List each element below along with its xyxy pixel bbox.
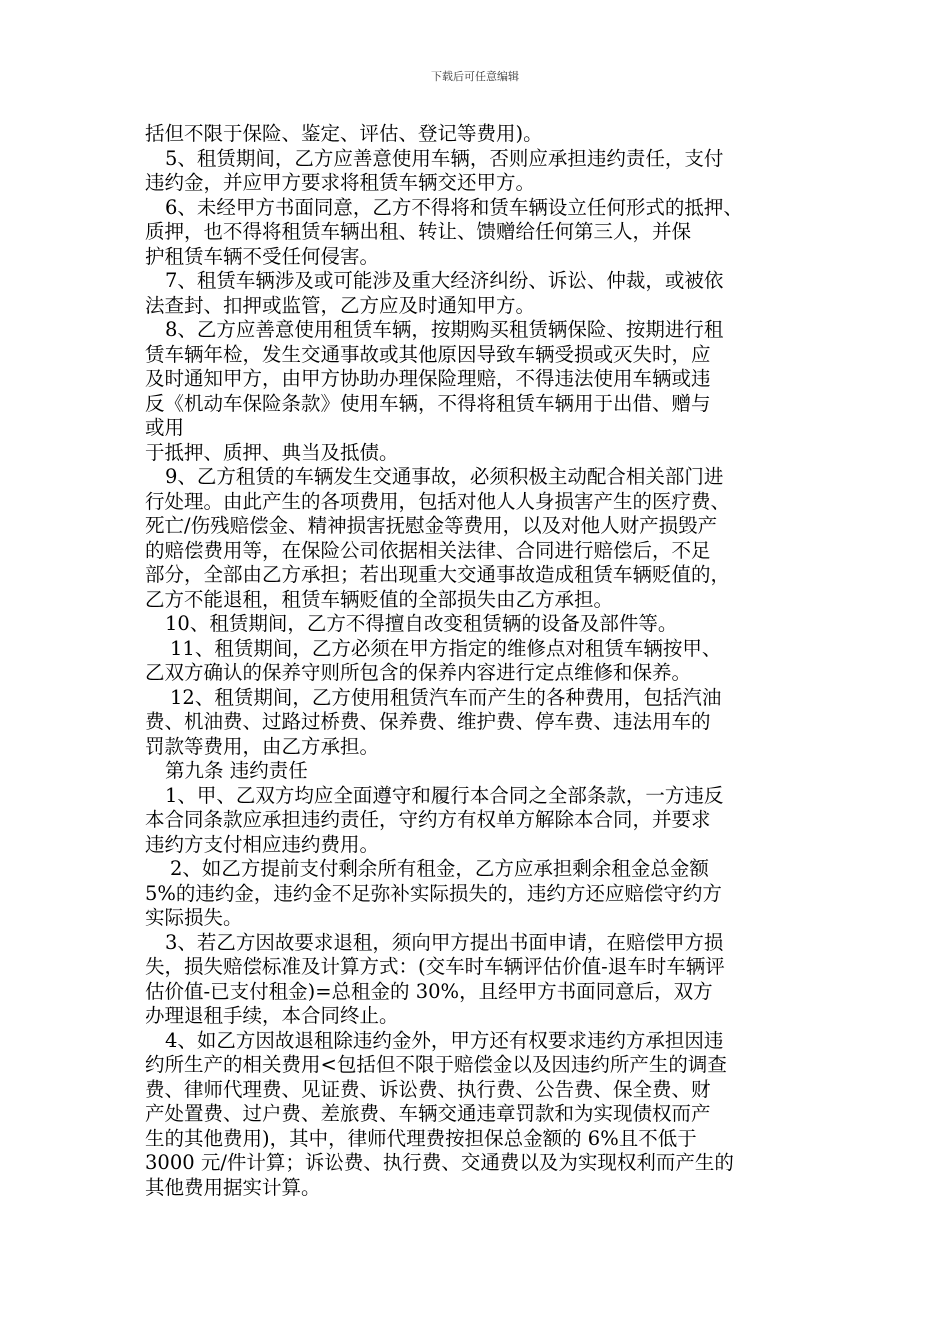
text-line: 5%的违约金，违约金不足弥补实际损失的，违约方还应赔偿守约方 bbox=[145, 881, 722, 905]
text-line: 3000 元/件计算；诉讼费、执行费、交通费以及为实现权利而产生的 bbox=[145, 1151, 734, 1174]
text-line: 质押，也不得将租赁车辆出租、转让、馈赠给任何第三人，并保 bbox=[145, 220, 692, 243]
text-line: 估价值-已支付租金)=总租金的 30%，且经甲方书面同意后，双方 bbox=[145, 979, 713, 1003]
text-line: 3、若乙方因故要求退租，须向甲方提出书面申请，在赔偿甲方损 bbox=[165, 930, 724, 954]
text-line: 罚款等费用，由乙方承担。 bbox=[145, 734, 380, 758]
text-line: 护租赁车辆不受任何侵害。 bbox=[145, 244, 380, 268]
text-line: 约所生产的相关费用<包括但不限于赔偿金以及因违约所产生的调查 bbox=[145, 1053, 727, 1076]
text-line: 11、租赁期间，乙方必须在甲方指定的维修点对租赁车辆按甲、 bbox=[170, 636, 722, 660]
text-line: 于抵押、质押、典当及抵债。 bbox=[145, 440, 399, 464]
text-line: 失，损失赔偿标准及计算方式：(交车时车辆评估价值-退车时车辆评 bbox=[145, 955, 725, 978]
text-line: 2、如乙方提前支付剩余所有租金，乙方应承担剩余租金总金额 bbox=[170, 857, 709, 880]
text-line: 6、未经甲方书面同意，乙方不得将和赁车辆设立任何形式的抵押、 bbox=[165, 195, 743, 219]
text-line: 死亡/伤残赔偿金、精神损害抚慰金等费用，以及对他人财产损毁产 bbox=[145, 514, 718, 537]
text-line: 或用 bbox=[145, 416, 185, 439]
text-line: 的赔偿费用等，在保险公司依据相关法律、合同进行赔偿后，不足 bbox=[145, 538, 711, 562]
document-body bbox=[145, 122, 815, 1200]
text-line: 乙双方确认的保养守则所包含的保养内容进行定点维修和保养。 bbox=[145, 661, 692, 684]
text-line: 8、乙方应善意使用租赁车辆，按期购买租赁辆保险、按期进行租 bbox=[165, 318, 724, 341]
text-line: 部分，全部由乙方承担；若出现重大交通事故造成租赁车辆贬值的， bbox=[145, 563, 731, 586]
text-line: 1、甲、乙双方均应全面遵守和履行本合同之全部条款，一方违反 bbox=[165, 783, 724, 807]
text-line: 办理退租手续，本合同终止。 bbox=[145, 1004, 399, 1027]
text-line: 反《机动车保险条款》使用车辆，不得将租赁车辆用于出借、赠与 bbox=[145, 391, 711, 415]
text-line: 赁车辆年检，发生交通事故或其他原因导致车辆受损或灭失时，应 bbox=[145, 342, 711, 366]
text-line: 费、机油费、过路过桥费、保养费、维护费、停车费、违法用车的 bbox=[145, 710, 711, 733]
text-line: 9、乙方租赁的车辆发生交通事故，必须积极主动配合相关部门进 bbox=[165, 465, 724, 488]
text-line: 本合同条款应承担违约责任，守约方有权单方解除本合同，并要求 bbox=[145, 808, 711, 831]
text-line: 4、如乙方因故退租除违约金外，甲方还有权要求违约方承担因违 bbox=[165, 1028, 724, 1052]
text-line: 法查封、扣押或监管，乙方应及时通知甲方。 bbox=[145, 293, 536, 317]
text-line: 产处置费、过户费、差旅费、车辆交通违章罚款和为实现债权而产 bbox=[145, 1102, 711, 1125]
text-line: 乙方不能退租，租赁车辆贬值的全部损失由乙方承担。 bbox=[145, 587, 614, 611]
text-line: 10、租赁期间，乙方不得擅自改变租赁辆的设备及部件等。 bbox=[165, 612, 678, 635]
text-line: 括但不限于保险、鉴定、评估、登记等费用)。 bbox=[145, 122, 543, 145]
text-line: 行处理。由此产生的各项费用，包括对他人人身损害产生的医疗费、 bbox=[145, 489, 731, 513]
text-line: 违约金，并应甲方要求将租赁车辆交还甲方。 bbox=[145, 171, 536, 194]
text-line: 其他费用据实计算。 bbox=[145, 1175, 321, 1199]
text-line: 12、租赁期间，乙方使用租赁汽车而产生的各种费用，包括汽油 bbox=[170, 685, 722, 709]
page-header: 下载后可任意编辑 bbox=[431, 70, 519, 83]
text-line: 违约方支付相应违约费用。 bbox=[145, 832, 380, 856]
text-line: 生的其他费用)，其中，律师代理费按担保总金额的 6%且不低于 bbox=[145, 1126, 697, 1150]
text-line: 实际损失。 bbox=[145, 906, 243, 929]
text-line: 7、租赁车辆涉及或可能涉及重大经济纠纷、诉讼、仲裁，或被依 bbox=[165, 269, 724, 292]
text-line: 第九条 违约责任 bbox=[165, 759, 308, 782]
text-line: 费、律师代理费、见证费、诉讼费、执行费、公告费、保全费、财 bbox=[145, 1077, 711, 1101]
text-line: 5、租赁期间，乙方应善意使用车辆，否则应承担违约责任，支付 bbox=[165, 146, 724, 170]
text-line: 及时通知甲方，由甲方协助办理保险理赔，不得违法使用车辆或违 bbox=[145, 367, 711, 390]
